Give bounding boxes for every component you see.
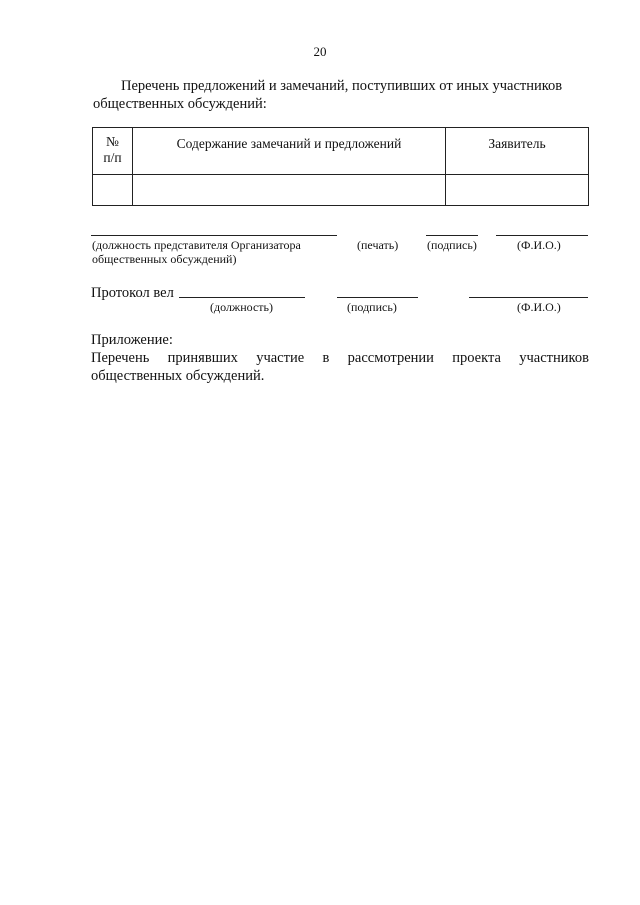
protocol-position-line [179,297,305,298]
name-line [496,235,588,236]
protocol-signature-line [337,297,418,298]
page-number: 20 [313,44,327,59]
appendix-word: в [322,350,330,366]
appendix-paragraph [91,349,589,385]
protocol-signature-caption: (подпись) [347,300,397,314]
appendix-word: участников [519,350,589,366]
appendix-line-1 [91,349,589,367]
intro-paragraph [93,77,589,113]
signature-line [426,235,478,236]
position-caption-line-2: общественных обсуждений) [92,252,237,266]
appendix-word: рассмотрении [347,350,434,366]
stamp-caption: (печать) [357,238,399,252]
protocol-label: Протокол вел [91,285,174,301]
position-caption-line-1: (должность представителя Организатора [92,238,301,252]
cell-applicant [446,175,589,206]
appendix-word: Перечень [91,350,150,366]
remarks-table [92,127,589,206]
appendix-word: принявших [167,350,238,366]
protocol-name-caption: (Ф.И.О.) [517,300,561,314]
intro-line-2: общественных обсуждений: [93,96,267,112]
appendix-title: Приложение: [91,332,173,348]
signature-caption: (подпись) [427,238,477,252]
table-header-row [93,128,589,175]
header-applicant: Заявитель [446,128,589,175]
appendix-line-2: общественных обсуждений. [91,368,265,384]
intro-line-1: Перечень предложений и замечаний, поступивших от иных участников [121,78,563,94]
protocol-name-line [469,297,588,298]
header-number [93,128,133,175]
header-number-abbrev: п/п [103,150,122,165]
cell-number [93,175,133,206]
appendix-word: проекта [452,350,501,366]
position-caption [92,238,301,266]
protocol-position-caption: (должность) [210,300,273,314]
position-line [91,235,337,236]
header-number-symbol: № [106,134,119,149]
header-content: Содержание замечаний и предложений [133,128,446,175]
cell-content [133,175,446,206]
appendix-word: участие [256,350,305,366]
name-caption: (Ф.И.О.) [517,238,561,252]
table-row [93,175,589,206]
